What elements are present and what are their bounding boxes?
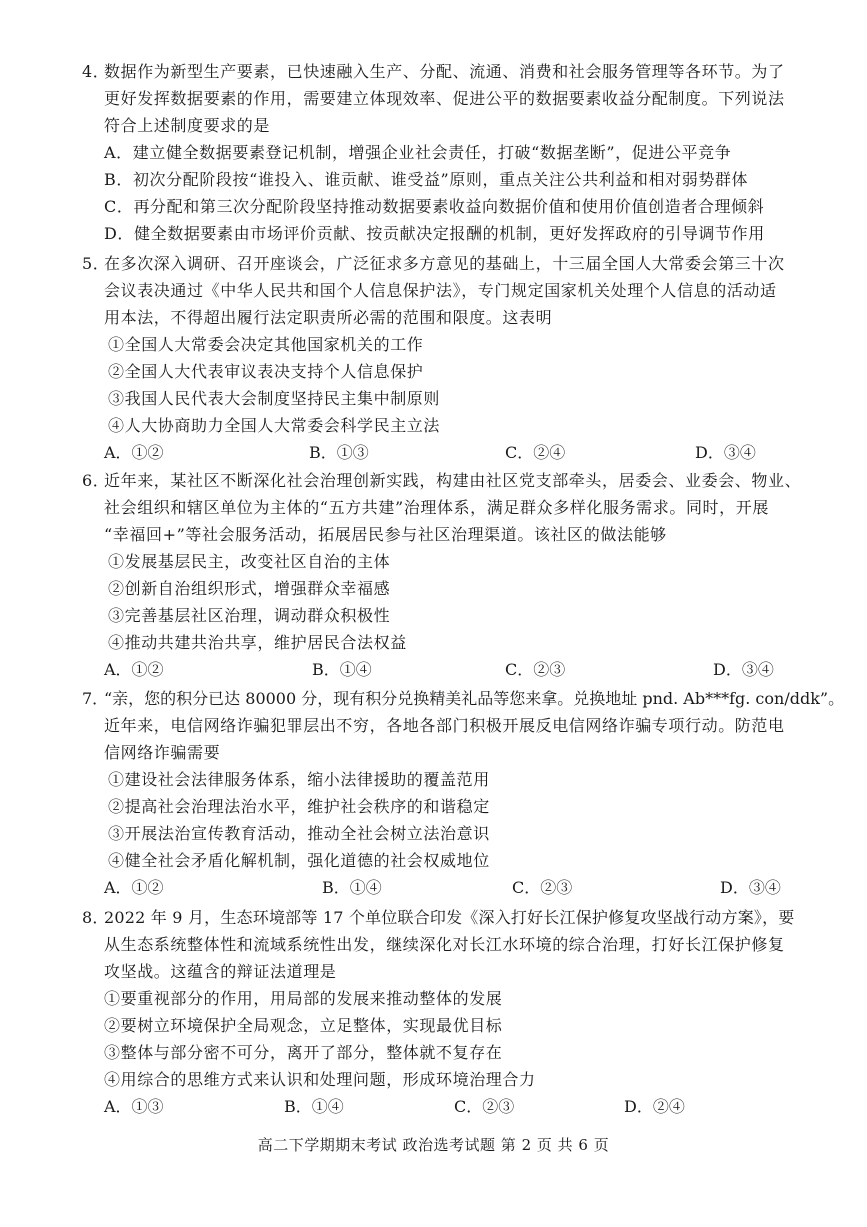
statement-item: ①全国人大常委会决定其他国家机关的工作 — [108, 335, 424, 354]
question-stem-line: 更好发挥数据要素的作用，需要建立体现效率、促进公平的数据要素收益分配制度。下列说法 — [104, 89, 785, 108]
question-stem-line: 从生态系统整体性和流域系统性出发，继续深化对长江水环境的综合治理，打好长江保护修复 — [104, 935, 785, 954]
option-d: D．健全数据要素由市场评价贡献、按贡献决定报酬的机制，更好发挥政府的引导调节作用 — [104, 224, 765, 243]
question-stem-line: 7．“亲，您的积分已达 80000 分，现有积分兑换精美礼品等您来拿。兑换地址 pnd. Ab***fg. con/ddk”。 — [82, 685, 817, 712]
question-stem-line: 6．近年来，某社区不断深化社会治理创新实践，构建由社区党支部牵头，居委会、业委会、物业、 — [82, 467, 817, 494]
page-footer: 高二下学期期末考试 政治选考试题 第 2 页 共 6 页 — [257, 1136, 610, 1154]
statement-item: ③开展法治宣传教育活动，推动全社会树立法治意识 — [108, 824, 490, 843]
statement-item: ④人大协商助力全国人大常委会科学民主立法 — [108, 416, 441, 435]
answer-choices — [82, 874, 817, 901]
question-stem-line: 8．2022 年 9 月，生态环境部等 17 个单位联合印发《深入打好长江保护修复攻坚战行动方案》，要 — [82, 904, 817, 931]
statement-item: ②创新自治组织形式，增强群众幸福感 — [108, 579, 391, 598]
option-a: A．建立健全数据要素登记机制，增强企业社会责任，打破“数据垄断”，促进公平竞争 — [104, 143, 732, 162]
choice-b: B．①③ — [309, 443, 369, 462]
choice-d: D．③④ — [720, 878, 781, 897]
answer-choices — [82, 1093, 817, 1120]
choice-b: B．①④ — [312, 660, 372, 679]
question-7 — [82, 685, 845, 901]
option-c: C．再分配和第三次分配阶段坚持推动数据要素收益向数据价值和使用价值创造者合理倾斜 — [104, 197, 765, 216]
statement-item: ①建设社会法律服务体系，缩小法律援助的覆盖范用 — [108, 770, 490, 789]
statement-item: ③完善基层社区治理，调动群众积极性 — [108, 606, 391, 625]
statement-item: ④健全社会矛盾化解机制，强化道德的社会权威地位 — [108, 851, 490, 870]
choice-c: C．②③ — [454, 1097, 515, 1116]
answer-choices — [82, 656, 817, 683]
choice-c: C．②③ — [512, 878, 573, 897]
question-8 — [82, 904, 817, 1120]
statement-item: ②全国人大代表审议表决支持个人信息保护 — [108, 362, 424, 381]
question-6 — [82, 467, 817, 683]
question-number: 5． — [82, 254, 110, 273]
choice-b: B．①④ — [284, 1097, 344, 1116]
question-stem-line: 4．数据作为新型生产要素，已快速融入生产、分配、流通、消费和社会服务管理等各环节。为了 — [82, 58, 817, 85]
choice-a: A．①② — [104, 443, 164, 462]
question-stem-line: 社会组织和辖区单位为主体的“五方共建”治理体系，满足群众多样化服务需求。同时，开展 — [104, 498, 769, 517]
statement-item: ①发展基层民主，改变社区自治的主体 — [108, 552, 391, 571]
choice-d: D．③④ — [713, 660, 774, 679]
statement-item: ②提高社会治理法治水平，维护社会秩序的和谐稳定 — [108, 797, 490, 816]
statement-item: ③整体与部分密不可分，离开了部分，整体就不复存在 — [104, 1043, 503, 1062]
question-stem-line: 5．在多次深入调研、召开座谈会，广泛征求多方意见的基础上，十三届全国人大常委会第三十次 — [82, 250, 817, 277]
choice-b: B．①④ — [322, 878, 382, 897]
question-stem-line: 信网络诈骗需要 — [104, 743, 221, 762]
question-number: 7． — [82, 689, 109, 708]
statement-item: ①要重视部分的作用，用局部的发展来推动整体的发展 — [104, 989, 503, 1008]
option-b: B．初次分配阶段按“谁投入、谁贡献、谁受益”原则，重点关注公共利益和相对弱势群体 — [104, 170, 749, 189]
question-4 — [82, 58, 817, 247]
answer-choices — [82, 439, 817, 466]
question-number: 4． — [82, 62, 110, 81]
question-stem-line: 会议表决通过《中华人民共和国个人信息保护法》，专门规定国家机关处理个人信息的活动适 — [104, 281, 777, 300]
question-number: 6． — [82, 471, 110, 490]
choice-c: C．②④ — [505, 443, 566, 462]
choice-a: A．①③ — [104, 1097, 164, 1116]
question-stem-line: “幸福回+”等社会服务活动，拓展居民参与社区治理渠道。该社区的做法能够 — [104, 525, 667, 544]
question-stem-line: 用本法，不得超出履行法定职责所必需的范围和限度。这表明 — [104, 308, 553, 327]
statement-item: ④用综合的思维方式来认识和处理问题，形成环境治理合力 — [104, 1070, 536, 1089]
choice-a: A．①② — [104, 660, 164, 679]
statement-item: ③我国人民代表大会制度坚持民主集中制原则 — [108, 389, 441, 408]
statement-item: ②要树立环境保护全局观念，立足整体，实现最优目标 — [104, 1016, 503, 1035]
choice-d: D．②④ — [624, 1097, 685, 1116]
question-stem-line: 攻坚战。这蕴含的辩证法道理是 — [104, 962, 337, 981]
question-stem-line: 近年来，电信网络诈骗犯罪层出不穷，各地各部门积极开展反电信网络诈骗专项行动。防范电 — [104, 716, 785, 735]
question-stem-line: 符合上述制度要求的是 — [104, 116, 271, 135]
statement-item: ④推动共建共治共享，维护居民合法权益 — [108, 633, 407, 652]
choice-c: C．②③ — [505, 660, 566, 679]
choice-a: A．①② — [104, 878, 164, 897]
choice-d: D．③④ — [695, 443, 756, 462]
question-5 — [82, 250, 817, 466]
question-number: 8． — [82, 908, 109, 927]
